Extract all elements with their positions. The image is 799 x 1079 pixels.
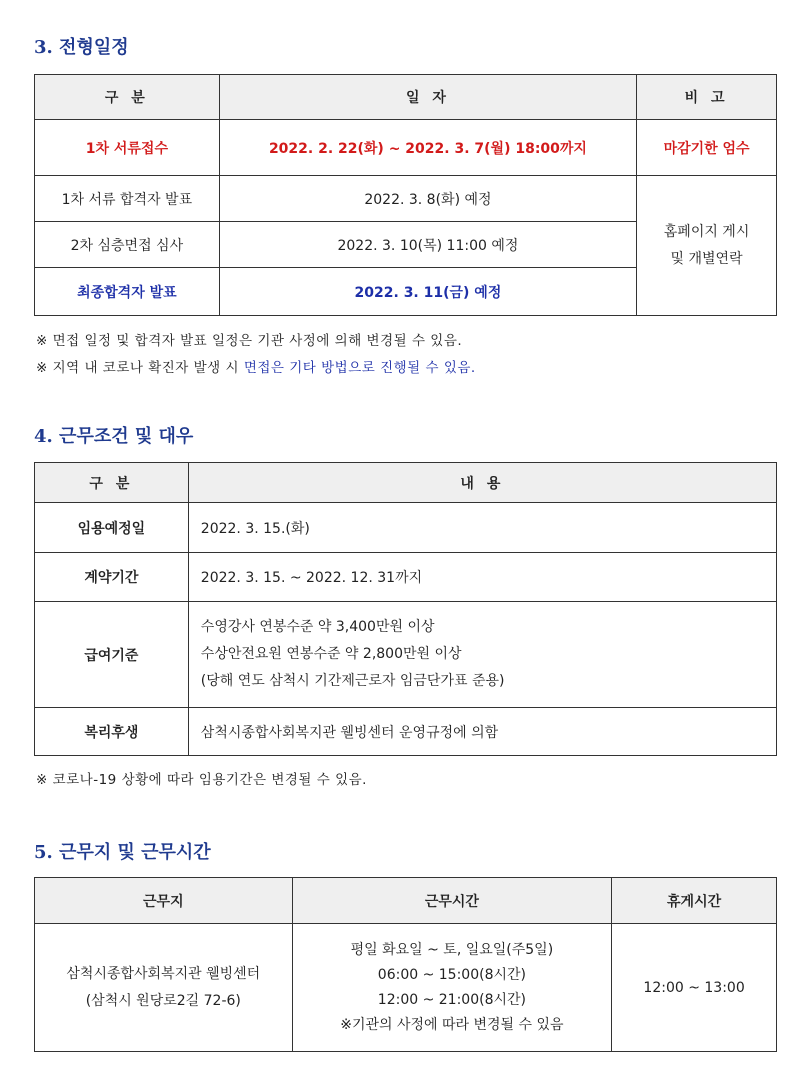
- row-content: 2022. 3. 15.(화): [188, 503, 776, 553]
- header-category: 구 분: [35, 75, 220, 120]
- table-row: [35, 553, 777, 602]
- conditions-table: [34, 462, 777, 756]
- workplace-name: 삼척시종합사회복지관 웰빙센터: [66, 965, 261, 982]
- row-date: 2022. 3. 10(목) 11:00 예정: [219, 222, 636, 268]
- table-row: [35, 602, 777, 708]
- remark-line: 및 개별연락: [670, 250, 743, 267]
- content-line: 수상안전요원 연봉수준 약 2,800만원 이상: [200, 646, 462, 662]
- section-3-title: 3. 전형일정: [34, 37, 129, 58]
- workplace-table: [34, 877, 777, 1052]
- row-content: 삼척시종합사회복지관 웰빙센터 운영규정에 의함: [188, 708, 776, 756]
- section-5-title: 5. 근무지 및 근무시간: [34, 842, 211, 863]
- row-label: 급여기준: [35, 602, 189, 708]
- note-schedule-change: ※ 면접 일정 및 합격자 발표 일정은 기관 사정에 의해 변경될 수 있음.: [36, 333, 463, 349]
- note-covid-period: ※ 코로나-19 상황에 따라 임용기간은 변경될 수 있음.: [36, 772, 367, 788]
- header-remark: 비 고: [637, 75, 777, 120]
- row-content: 2022. 3. 15. ~ 2022. 12. 31까지: [188, 553, 776, 602]
- hours-line: 06:00 ~ 15:00(8시간): [377, 966, 526, 983]
- table-row: [35, 120, 777, 176]
- workplace-cell: [35, 924, 293, 1052]
- section-4-title: 4. 근무조건 및 대우: [34, 426, 194, 447]
- row-remark: 마감기한 엄수: [637, 120, 777, 176]
- hours-line: 12:00 ~ 21:00(8시간): [377, 991, 526, 1008]
- hours-line: ※기관의 사정에 따라 변경될 수 있음: [340, 1016, 564, 1033]
- remark-line: 홈페이지 게시: [663, 223, 750, 240]
- workplace-address: (삼척시 원당로2길 72-6): [85, 992, 241, 1009]
- note-highlight: 면접은 기타 방법으로 진행될 수 있음.: [243, 360, 476, 376]
- table-row: [35, 176, 777, 222]
- header-date: 일 자: [219, 75, 636, 120]
- hours-cell: [292, 924, 612, 1052]
- schedule-table: [34, 74, 777, 316]
- row-label: 1차 서류접수: [35, 120, 220, 176]
- header-hours: 근무시간: [292, 878, 612, 924]
- table-row: [35, 924, 777, 1052]
- note-covid-interview: [36, 356, 476, 376]
- note-prefix: ※ 지역 내 코로나 확진자 발생 시: [36, 360, 244, 376]
- row-label: 임용예정일: [35, 503, 189, 553]
- row-date: 2022. 3. 8(화) 예정: [219, 176, 636, 222]
- row-label: 2차 심층면접 심사: [35, 222, 220, 268]
- header-break: 휴게시간: [612, 878, 777, 924]
- header-category: 구 분: [35, 463, 189, 503]
- table-row: [35, 503, 777, 553]
- break-cell: 12:00 ~ 13:00: [612, 924, 777, 1052]
- row-label: 최종합격자 발표: [35, 268, 220, 316]
- row-date: 2022. 2. 22(화) ~ 2022. 3. 7(월) 18:00까지: [219, 120, 636, 176]
- row-label: 복리후생: [35, 708, 189, 756]
- merged-remark: [637, 176, 777, 316]
- table-row: [35, 708, 777, 756]
- hours-line: 평일 화요일 ~ 토, 일요일(주5일): [350, 941, 554, 958]
- row-content: [188, 602, 776, 708]
- content-line: 수영강사 연봉수준 약 3,400만원 이상: [200, 619, 435, 635]
- content-line: (당해 연도 삼척시 기간제근로자 임금단가표 준용): [200, 673, 505, 689]
- header-content: 내 용: [188, 463, 776, 503]
- row-date: 2022. 3. 11(금) 예정: [219, 268, 636, 316]
- header-workplace: 근무지: [35, 878, 293, 924]
- row-label: 1차 서류 합격자 발표: [35, 176, 220, 222]
- row-label: 계약기간: [35, 553, 189, 602]
